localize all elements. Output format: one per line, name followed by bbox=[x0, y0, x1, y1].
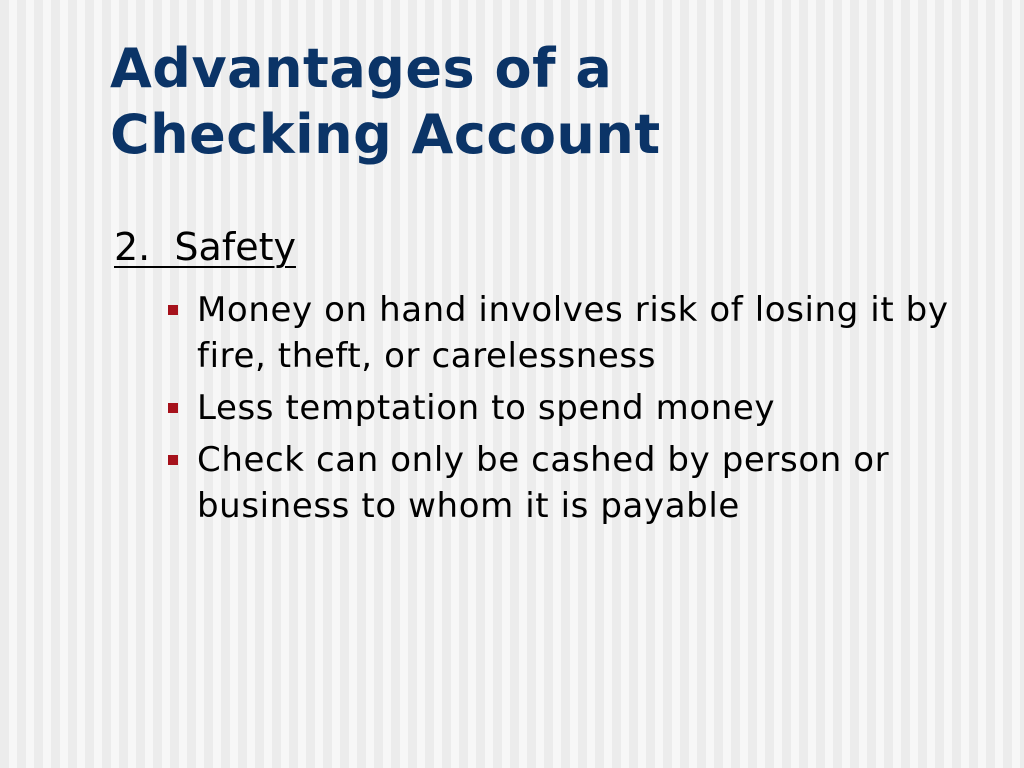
bullet-item bbox=[166, 385, 1006, 431]
bullet-text: Money on hand involves risk of losing it by fire, theft, or carelessness bbox=[197, 290, 949, 376]
bullet-text: Check can only be cashed by person or business to whom it is payable bbox=[197, 440, 890, 526]
bullet-item bbox=[166, 287, 1006, 379]
bullet-text: Less temptation to spend money bbox=[197, 388, 776, 428]
slide-title-line-2: Checking Account bbox=[110, 103, 661, 166]
square-bullet-icon bbox=[168, 305, 178, 315]
bullet-item bbox=[166, 437, 1006, 529]
slide-title-line-1: Advantages of a bbox=[110, 37, 613, 100]
slide-title bbox=[110, 36, 990, 168]
section-heading: 2. Safety bbox=[114, 225, 296, 269]
bullet-list bbox=[166, 287, 1006, 535]
square-bullet-icon bbox=[168, 403, 178, 413]
square-bullet-icon bbox=[168, 455, 178, 465]
